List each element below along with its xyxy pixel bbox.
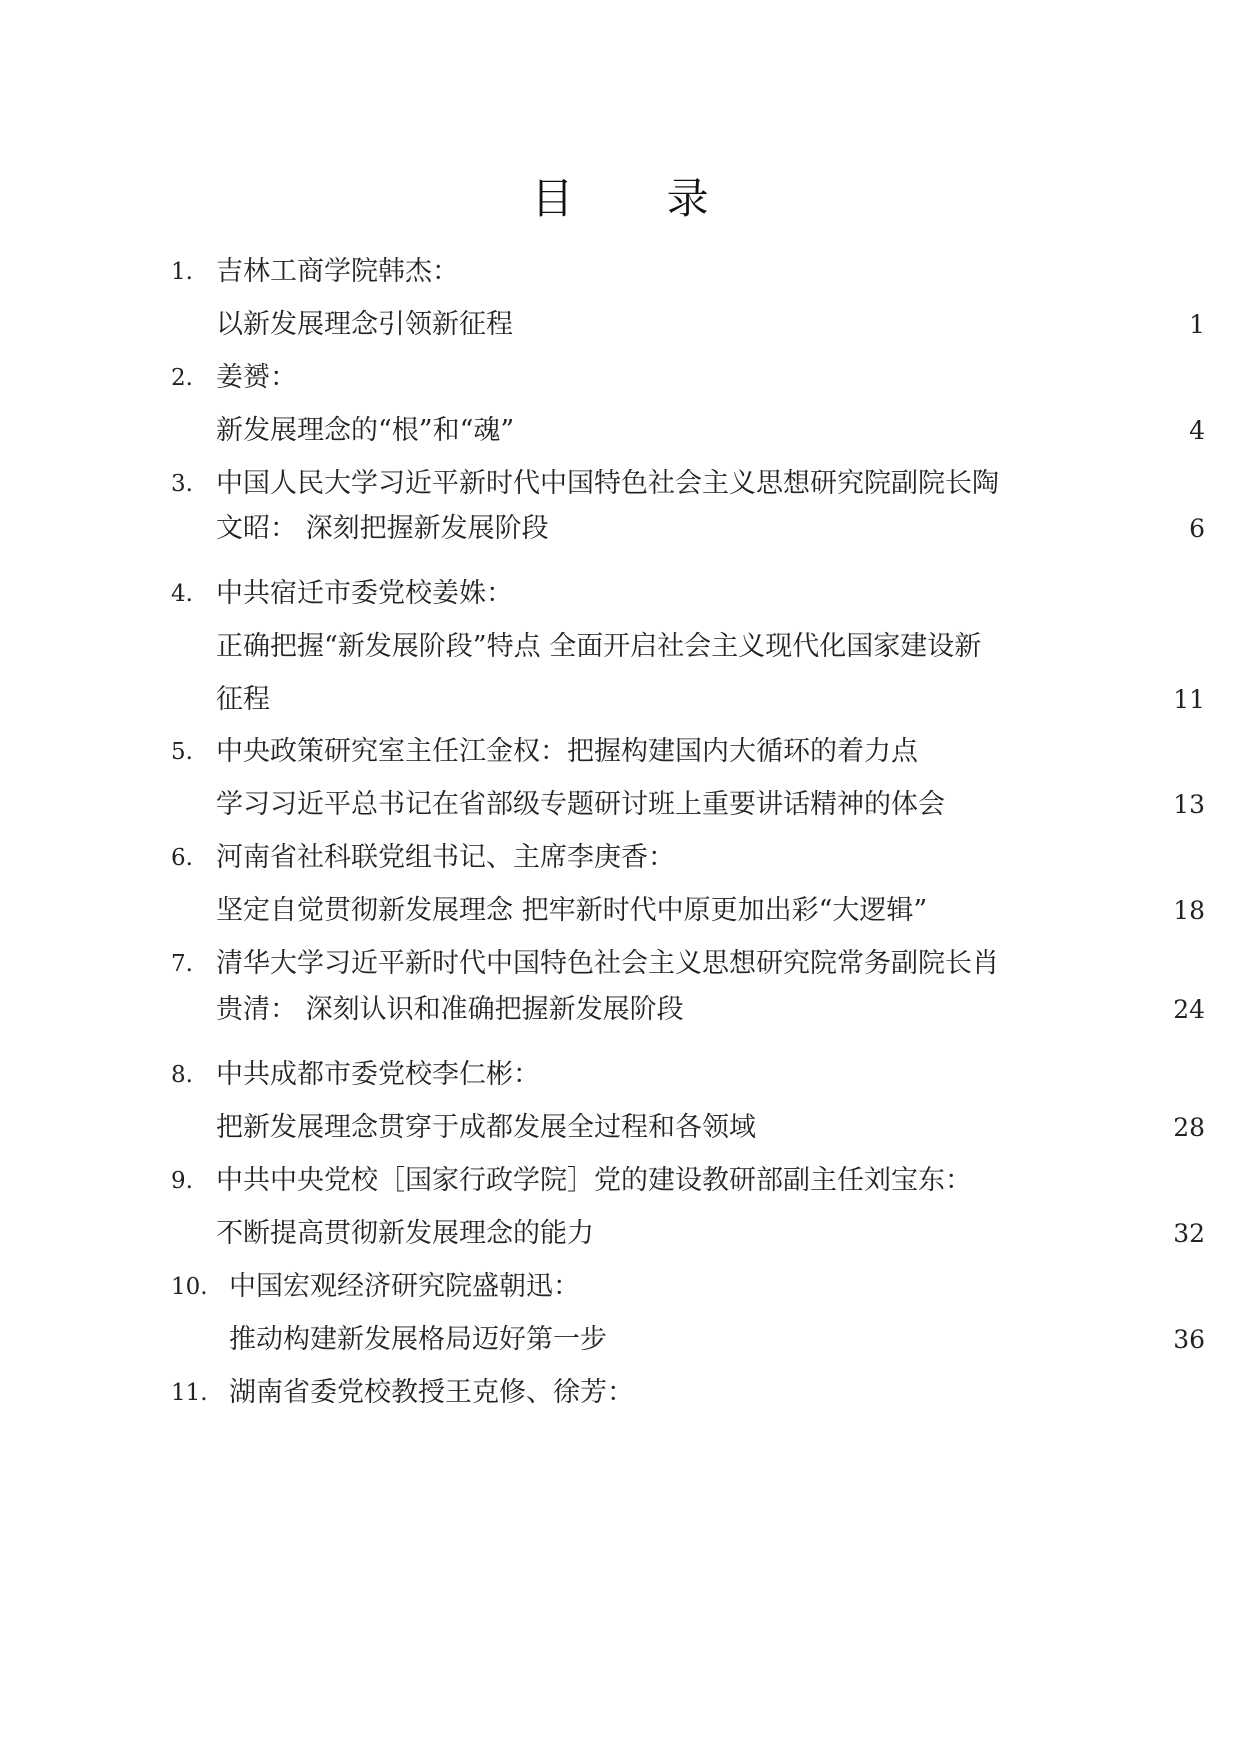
toc-entry-title: 以新发展理念引领新征程 — [216, 309, 513, 340]
toc-entry-number: 8. — [171, 1062, 193, 1088]
toc-entry-number: 3. — [171, 471, 193, 497]
toc-entry-title: 正确把握“新发展阶段”特点 全面开启社会主义现代化国家建设新 — [216, 631, 982, 662]
toc-entry-number: 5. — [171, 739, 193, 765]
toc-entry-page-number: 18 — [1173, 896, 1205, 925]
toc-entry-page-number: 4 — [1189, 416, 1205, 445]
toc-entry-title: 征程 — [216, 684, 270, 715]
toc-entry-title: 文昭： 深刻把握新发展阶段 — [216, 513, 549, 544]
toc-entry-title: 坚定自觉贯彻新发展理念 把牢新时代中原更加出彩“大逻辑” — [216, 895, 928, 926]
toc-entry-title: 把新发展理念贯穿于成都发展全过程和各领域 — [216, 1112, 756, 1143]
toc-entry-author: 中共宿迁市委党校姜姝： — [216, 578, 513, 609]
toc-entry-author: 姜赟： — [216, 362, 297, 393]
toc-entry-author: 中国人民大学习近平新时代中国特色社会主义思想研究院副院长陶 — [216, 468, 999, 499]
toc-entry-page-number: 11 — [1173, 685, 1205, 714]
toc-entry-page-number: 1 — [1189, 310, 1205, 339]
toc-entry-number: 7. — [171, 951, 193, 977]
toc-entry-page-number: 36 — [1173, 1325, 1205, 1354]
toc-entry-author: 中共成都市委党校李仁彬： — [216, 1059, 540, 1090]
toc-entry-author: 湖南省委党校教授王克修、徐芳： — [229, 1377, 634, 1408]
toc-entry-number: 10. — [171, 1274, 208, 1300]
toc-entry-author: 中央政策研究室主任江金权：把握构建国内大循环的着力点 — [216, 736, 918, 767]
toc-entry-page-number: 6 — [1189, 514, 1205, 543]
toc-entry-number: 11. — [171, 1380, 208, 1406]
toc-entry-page-number: 24 — [1173, 995, 1205, 1024]
toc-entry-author: 中共中央党校［国家行政学院］党的建设教研部副主任刘宝东： — [216, 1165, 972, 1196]
page-title: 目 录 — [531, 174, 749, 223]
toc-entry-title: 学习习近平总书记在省部级专题研讨班上重要讲话精神的体会 — [216, 789, 945, 820]
toc-entry-author: 清华大学习近平新时代中国特色社会主义思想研究院常务副院长肖 — [216, 948, 999, 979]
toc-entry-title: 不断提高贯彻新发展理念的能力 — [216, 1218, 594, 1249]
toc-entry-number: 1. — [171, 259, 193, 285]
toc-entry-author: 吉林工商学院韩杰： — [216, 256, 459, 287]
toc-entry-number: 9. — [171, 1168, 193, 1194]
toc-entry-page-number: 32 — [1173, 1219, 1205, 1248]
toc-entry-author: 中国宏观经济研究院盛朝迅： — [229, 1271, 580, 1302]
toc-entry-title: 新发展理念的“根”和“魂” — [216, 415, 515, 446]
toc-entry-number: 6. — [171, 845, 193, 871]
toc-entry-title: 推动构建新发展格局迈好第一步 — [229, 1324, 607, 1355]
toc-entry-number: 2. — [171, 365, 193, 391]
toc-entry-page-number: 28 — [1173, 1113, 1205, 1142]
toc-entry-title: 贵清： 深刻认识和准确把握新发展阶段 — [216, 994, 684, 1025]
toc-entry-author: 河南省社科联党组书记、主席李庚香： — [216, 842, 675, 873]
toc-entry-page-number: 13 — [1173, 790, 1205, 819]
toc-entry-number: 4. — [171, 581, 193, 607]
